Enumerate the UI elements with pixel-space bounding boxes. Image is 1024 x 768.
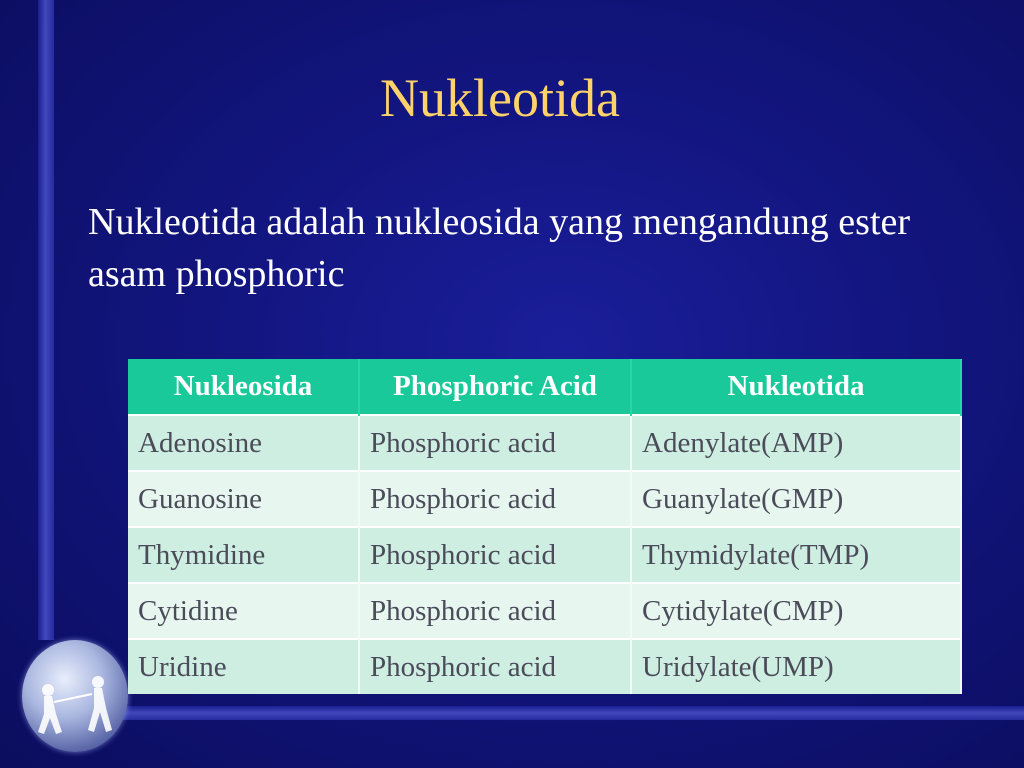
table-row bbox=[128, 639, 961, 694]
table-header-row bbox=[128, 359, 961, 415]
table-row bbox=[128, 527, 961, 583]
nucleotide-cell: Cytidylate(CMP) bbox=[631, 583, 961, 639]
nucleotide-cell: Adenylate(AMP) bbox=[631, 415, 961, 471]
column-header-phosphoric-acid: Phosphoric Acid bbox=[359, 359, 631, 415]
slide-body-text: Nukleotida adalah nukleosida yang mengandung ester asam phosphoric bbox=[88, 201, 911, 295]
table-row bbox=[128, 471, 961, 527]
nucleoside-cell: Thymidine bbox=[128, 527, 359, 583]
column-header-nukleotida: Nukleotida bbox=[631, 359, 961, 415]
table-row bbox=[128, 583, 961, 639]
nucleotide-cell: Uridylate(UMP) bbox=[631, 639, 961, 694]
acid-cell: Phosphoric acid bbox=[359, 527, 631, 583]
nucleoside-cell: Uridine bbox=[128, 639, 359, 694]
column-header-nukleosida: Nukleosida bbox=[128, 359, 359, 415]
nucleotide-table bbox=[128, 359, 962, 694]
decorative-horizontal-bar bbox=[118, 706, 1024, 720]
nucleoside-cell: Guanosine bbox=[128, 471, 359, 527]
fencing-emblem-icon bbox=[22, 640, 128, 752]
acid-cell: Phosphoric acid bbox=[359, 583, 631, 639]
nucleoside-cell: Adenosine bbox=[128, 415, 359, 471]
nucleotide-cell: Thymidylate(TMP) bbox=[631, 527, 961, 583]
nucleotide-cell: Guanylate(GMP) bbox=[631, 471, 961, 527]
table-row bbox=[128, 415, 961, 471]
nucleoside-cell: Cytidine bbox=[128, 583, 359, 639]
slide-title: Nukleotida bbox=[380, 68, 620, 128]
acid-cell: Phosphoric acid bbox=[359, 639, 631, 694]
acid-cell: Phosphoric acid bbox=[359, 415, 631, 471]
acid-cell: Phosphoric acid bbox=[359, 471, 631, 527]
